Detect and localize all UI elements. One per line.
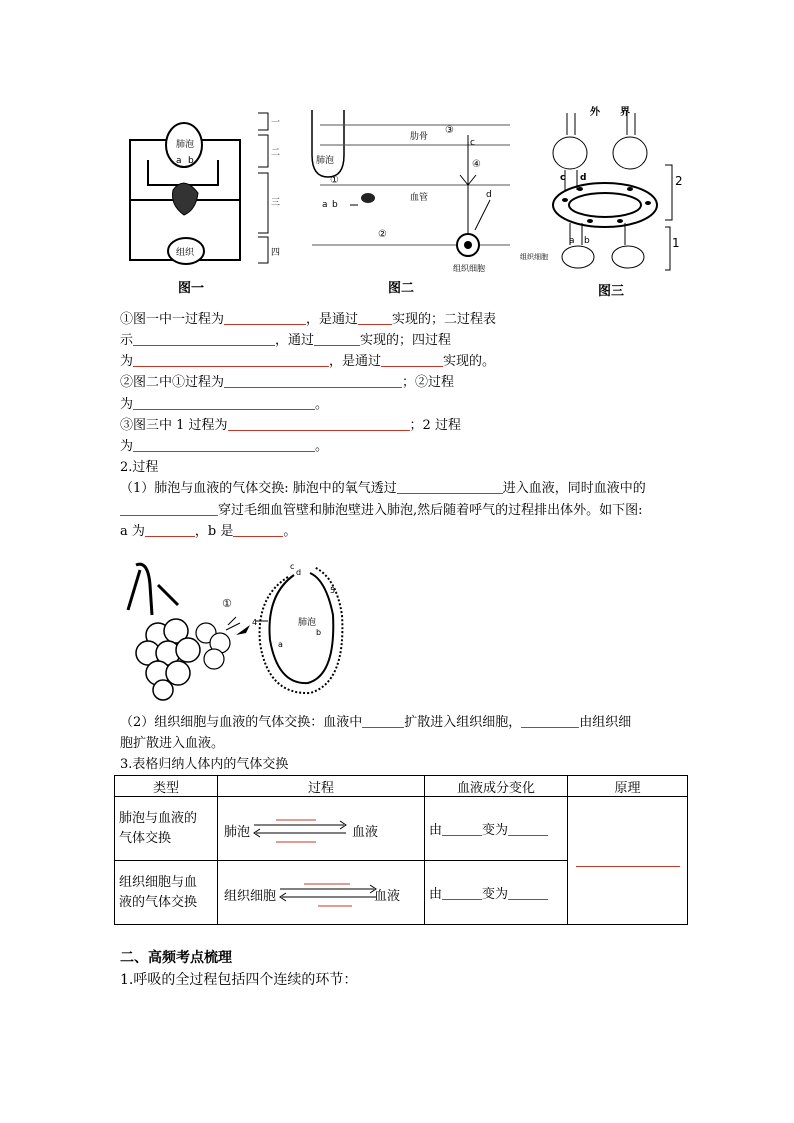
fig3-outside-1: 外 [590,107,600,118]
q2-p4-text-b: 扩散进入组织细胞， [404,715,522,730]
q1-l2-text-b: ，通过 [275,333,315,348]
fig3-vessel-ring-inner [569,193,641,217]
fig3-left-cell [562,246,594,268]
row2-type-line1: 组织细胞与血 [119,874,198,890]
row2-process [218,861,425,925]
fig2-label-a: a [322,200,328,210]
row1-to: 血液 [352,824,379,840]
q1-line-4 [120,373,454,393]
q1-l3-text-c: 实现的。 [443,354,496,369]
answer-blank[interactable] [133,395,315,410]
q1-l1-text-b: ，是通过 [306,312,359,327]
q1-l5-text-a: 为 [120,397,134,412]
fig1-stage-4: 四 [271,248,281,258]
fig2-rib-label: 肋骨 [410,132,429,142]
fig4-label-4: 4 [252,618,258,627]
answer-blank[interactable] [314,331,360,346]
q1-l1-text-a: ①图一中一过程为 [120,312,225,327]
q1-l3-text-b: ，是通过 [329,354,382,369]
fig3-right-lung [613,137,647,169]
fig2-step-4: ④ [472,159,481,170]
figure-4-lung-diagram [118,555,358,705]
q2-p3-text-c: 。 [283,524,297,539]
q1-l1-text-c: 实现的；二过程表 [392,312,497,327]
q2-p1-text-b: 进入血液，同时血液中的 [502,481,646,496]
row1-type-line2: 气体交换 [119,830,172,846]
fig2-alveolus-label: 肺泡 [316,156,335,166]
fig1-tissue-label: 组织 [176,248,195,258]
answer-blank[interactable] [120,501,218,516]
row1-change-from-label: 由 [429,823,443,838]
fig2-label-d: d [486,190,492,200]
fig2-alveolus [312,110,344,177]
header-type: 类型 [115,776,218,797]
answer-blank[interactable] [521,713,579,728]
fig2-step-2: ② [378,229,387,240]
q2-p1-text-a: （1）肺泡与血液的气体交换: 肺泡中的氧气透过 [120,481,397,496]
section-2-line-1: 1.呼吸的全过程包括四个连续的环节： [120,972,358,988]
fig3-left-lung [553,137,587,169]
fig3-label-b: b [584,236,590,246]
q1-l6-text-a: ③图三中 1 过程为 [120,418,228,433]
figure-2-diagram [310,105,510,275]
row2-change-to-label: 变为 [482,887,509,902]
q1-l7-text-b: 。 [315,439,329,454]
q2-para-5: 胞扩散进入血液。 [120,736,225,751]
table-row [115,797,688,861]
answer-blank[interactable] [228,416,410,431]
principle-cell [568,797,688,925]
answer-blank[interactable] [224,310,306,325]
answer-blank[interactable] [397,479,503,494]
fig1-label-b: b [188,156,194,166]
answer-blank[interactable] [233,522,283,537]
fig3-outside-2: 界 [620,107,630,118]
q2-para-1 [120,479,646,499]
fig3-number-1: 1 [672,236,680,250]
fig2-cell-label: 组织细胞 [453,264,485,273]
fig4-alveoli-cluster [136,619,200,700]
fig2-step-1: ① [330,175,339,186]
fig4-label-d: d [296,568,302,577]
figure-3-caption: 图三 [598,284,625,299]
fig1-stage-1: 一 [271,118,281,128]
q2-p4-text-c: 由组织细 [579,715,632,730]
answer-blank[interactable] [133,352,329,367]
q2-p2-text-a: 穿过毛细血管壁和肺泡壁进入肺泡,然后随着呼气的过程排出体外。如下图: [218,503,643,518]
q2-para-2 [120,501,643,521]
q1-l3-text-a: 为 [120,354,134,369]
figure-2-caption: 图二 [388,281,415,296]
q2-p3-text-b: ，b 是 [194,524,234,539]
row1-exchange-arrows [252,817,348,843]
fig4-label-5: 5 [330,586,336,595]
q1-line-1 [120,310,496,330]
fig2-vessel-label: 血管 [410,193,429,203]
fig1-alveolus-label: 肺泡 [176,140,195,150]
answer-blank[interactable] [576,852,680,867]
fig2-step-3: ③ [445,125,454,136]
answer-blank[interactable] [133,331,275,346]
fig3-cell-label: 组织细胞 [520,253,548,261]
q1-l2-text-c: 实现的；四过程 [360,333,452,348]
fig3-right-cell [612,246,644,268]
q1-line-6 [120,416,461,436]
header-process: 过程 [218,776,425,797]
row2-exchange-arrows [278,881,378,907]
q2-title: 2.过程 [120,460,159,475]
fig3-label-d: d [580,173,587,183]
fig2-label-b: b [332,200,338,210]
row1-from: 肺泡 [224,824,251,840]
row2-from: 组织细胞 [224,888,277,904]
q1-l4-text-b: ；②过程 [402,375,455,390]
fig2-blood-cell [361,193,375,203]
q1-l2-text-a: 示 [120,333,134,348]
answer-blank[interactable] [133,437,315,452]
q1-line-2 [120,331,451,351]
fig4-label-c: c [290,562,295,571]
row1-process [218,797,425,861]
q2-p3-text-a: a 为 [120,524,145,539]
q2-p4-text-a: （2）组织细胞与血液的气体交换：血液中 [120,715,363,730]
fig4-circle-1: ① [222,597,232,610]
figure-3-diagram [520,105,695,275]
row1-type [115,797,218,861]
fig4-label-b: b [316,628,322,637]
fig1-stage-2: 二 [271,148,281,158]
answer-blank[interactable] [381,352,443,367]
answer-blank[interactable] [442,821,482,836]
fig4-bronchus [128,564,178,615]
row2-change-from-label: 由 [429,887,443,902]
gas-exchange-table [114,775,688,925]
q2-para-3 [120,522,296,542]
header-principle: 原理 [568,776,688,797]
figure-1-caption: 图一 [178,281,205,296]
fig3-label-c: c [560,173,566,183]
table-header-row [115,776,688,797]
q2-para-4 [120,713,631,733]
fig3-label-a: a [569,236,575,246]
answer-blank[interactable] [442,885,482,900]
fig3-number-2: 2 [675,174,683,188]
fig2-label-c: c [470,138,475,148]
answer-blank[interactable] [224,373,402,388]
q1-line-7 [120,437,328,457]
row1-blood-change [425,797,568,861]
q3-title: 3.表格归纳人体内的气体交换 [120,757,289,772]
row1-type-line1: 肺泡与血液的 [119,810,198,826]
row2-type-line2: 液的气体交换 [119,894,198,910]
q1-l4-text-a: ②图二中①过程为 [120,375,225,390]
q1-l6-text-b: ；2 过程 [409,418,461,433]
q1-line-3 [120,352,495,372]
fig1-heart [172,183,198,215]
q1-l5-text-b: 。 [315,397,329,412]
row2-blood-change [425,861,568,925]
answer-blank[interactable] [358,310,392,325]
fig4-label-a: a [278,640,283,649]
row2-to: 血液 [374,888,401,904]
answer-blank[interactable] [362,713,404,728]
answer-blank[interactable] [508,885,548,900]
answer-blank[interactable] [508,821,548,836]
fig4-alveolus-label: 肺泡 [298,618,317,628]
section-2-title: 二、高频考点梳理 [120,950,232,966]
row1-change-to-label: 变为 [482,823,509,838]
fig1-stage-3: 三 [271,198,281,208]
figure-1-diagram [118,105,283,275]
header-blood-change: 血液成分变化 [425,776,568,797]
answer-blank[interactable] [145,522,195,537]
q1-l7-text-a: 为 [120,439,134,454]
fig4-alveolus [270,573,334,683]
q1-line-5 [120,395,328,415]
fig1-label-a: a [176,156,182,166]
row2-type [115,861,218,925]
